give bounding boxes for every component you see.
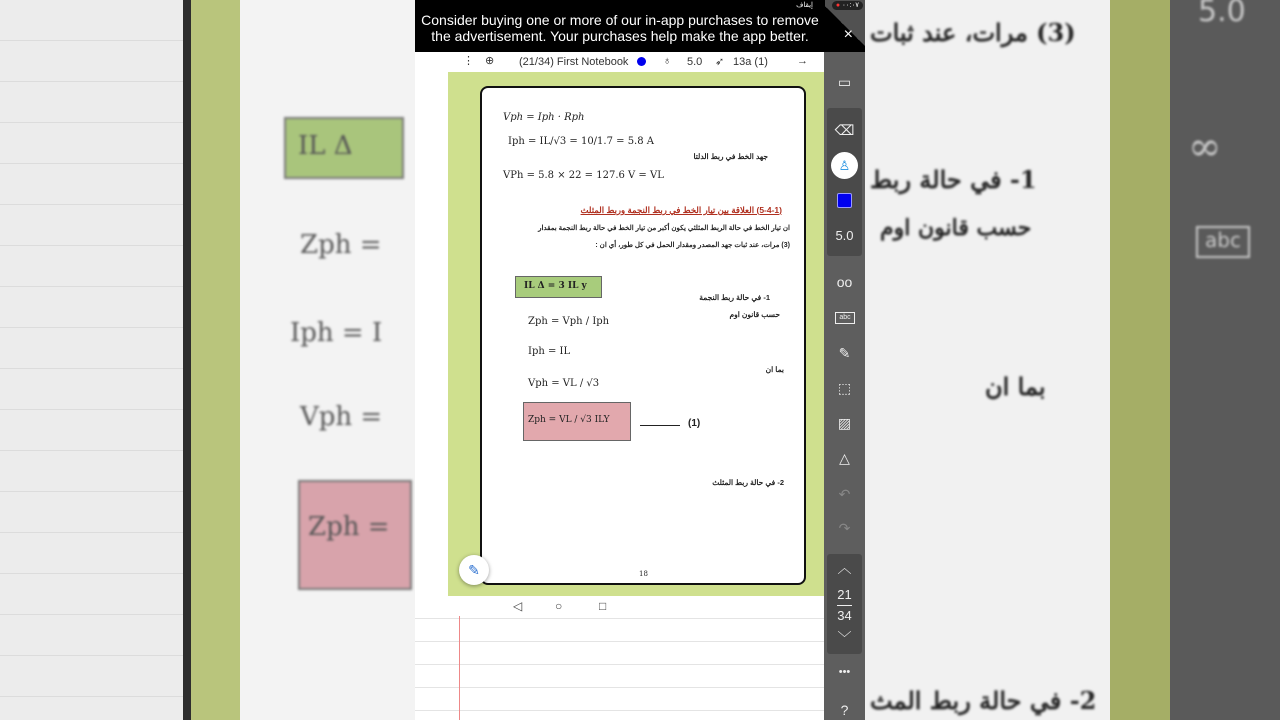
bg-text: IL Δ	[298, 131, 353, 161]
notebook-title[interactable]: (21/34) First Notebook	[519, 56, 629, 68]
bg-text: Iph = I	[290, 318, 383, 348]
nav-home-button[interactable]: ○	[555, 599, 563, 613]
help-icon[interactable]: ?	[840, 702, 849, 718]
note-text: حسب قانون اوم	[729, 310, 780, 319]
background-doc	[240, 0, 415, 720]
notebook-toolbar	[415, 52, 824, 72]
add-page-icon[interactable]: ⊕	[485, 55, 495, 67]
background-sidebar-right	[1170, 0, 1280, 720]
pen-size-value[interactable]: 5.0	[835, 228, 854, 243]
ad-text-line2: the advertisement. Your purchases help make the app better.	[431, 28, 809, 44]
bg-text: بما ان	[985, 372, 1046, 401]
section-heading: (5-4-1) العلاقة بين تيار الخط في ربط النجمة وربط المثلث	[580, 205, 782, 215]
ruler-icon[interactable]: ▭	[837, 74, 852, 90]
equation-number: (1)	[688, 418, 701, 429]
glasses-icon[interactable]: oo	[836, 274, 853, 290]
equation: Iph = IL	[528, 346, 571, 357]
document-page	[480, 86, 806, 585]
bg-text: (3) مرات، عند ثبات	[870, 18, 1076, 47]
margin-line	[459, 616, 460, 720]
page-up-icon[interactable]: ︿	[837, 560, 852, 576]
background-divider	[183, 0, 191, 720]
formula-box: IL Δ = 3 IL y	[515, 276, 602, 298]
recording-time: ٠٠:٠٧	[842, 2, 859, 9]
bg-text: 2- في حالة ربط المث	[870, 686, 1097, 715]
equation: Vph = Iph · Rph	[503, 112, 585, 123]
page-number: 18	[639, 570, 648, 578]
equation: Zph = Vph / Iph	[528, 316, 610, 327]
phone-screen	[415, 0, 865, 720]
ad-text	[415, 12, 825, 44]
tool-sidebar	[824, 52, 865, 720]
ad-close-button[interactable]: ×	[843, 26, 853, 43]
background-doc-right	[865, 0, 1110, 720]
pen-size[interactable]: 5.0	[687, 56, 703, 68]
page-total: 34	[837, 608, 852, 623]
stop-recording-button[interactable]: إيقاف	[796, 2, 813, 9]
fountain-pen-icon[interactable]: ♙	[831, 152, 858, 179]
page-down-icon[interactable]: ﹀	[837, 630, 852, 646]
shapes-icon[interactable]: △	[839, 450, 850, 466]
background-formula-box-2	[298, 480, 412, 590]
bg-abc: abc	[1196, 226, 1250, 258]
nav-recents-button[interactable]: □	[599, 599, 607, 613]
bg-text: 1- في حالة ربط	[870, 165, 1037, 194]
ad-banner[interactable]	[415, 0, 865, 52]
case-heading: 2- في حالة ربط المثلث	[712, 478, 784, 487]
background-formula-box	[284, 117, 404, 179]
more-button[interactable]: •••	[838, 666, 851, 678]
case-heading: 1- في حالة ربط النجمة	[699, 293, 770, 302]
formula-box-result: Zph = VL / √3 ILY	[523, 402, 631, 441]
rocket-icon[interactable]: ➶	[715, 56, 725, 68]
highlighter-icon[interactable]: ✎	[838, 345, 851, 361]
recording-indicator[interactable]: ● ٠٠:٠٧	[832, 1, 863, 10]
bg-text: 5.0	[1198, 0, 1246, 29]
lasso-select-icon[interactable]: ⬚	[837, 380, 852, 396]
notebook-lined-paper	[415, 596, 824, 720]
forward-icon[interactable]: →	[797, 55, 808, 67]
equation: Iph = IL/√3 = 10/1.7 = 5.8 A	[508, 136, 654, 147]
note-text: بما ان	[765, 365, 784, 374]
bg-text: Zph =	[300, 230, 382, 260]
page-label: 13a (1)	[733, 56, 768, 68]
equation: VPh = 5.8 × 22 = 127.6 V = VL	[503, 170, 664, 181]
redo-icon[interactable]: ↷	[838, 520, 851, 536]
bg-text: Zph =	[308, 512, 390, 542]
background-green-right	[1110, 0, 1170, 720]
undo-icon[interactable]: ↶	[838, 486, 851, 502]
bg-glasses-icon: ∞	[1188, 124, 1222, 170]
bg-text: حسب قانون اوم	[880, 215, 1032, 241]
paragraph: (3) مرات، عند ثبات جهد المصدر ومقدار الحمل في كل طور، أي ان :	[595, 242, 790, 249]
equation: Vph = VL / √3	[528, 378, 600, 389]
nav-back-button[interactable]: ◁	[513, 599, 523, 613]
arrow-icon	[640, 425, 680, 426]
paragraph: ان تيار الخط في حالة الربط المثلثي يكون أكبر من تيار الخط في حالة ربط النجمة بمقدار	[538, 225, 790, 232]
ad-text-line1: Consider buying one or more of our in-app purchases to remove	[421, 12, 819, 28]
image-icon[interactable]: ▨	[837, 415, 852, 431]
color-swatch[interactable]	[837, 193, 852, 208]
page-divider	[837, 605, 852, 606]
page-current: 21	[837, 587, 852, 602]
pen-icon[interactable]: ♁	[663, 55, 672, 67]
text-tool-icon[interactable]: abc	[835, 312, 855, 324]
edit-pen-button[interactable]: ✎	[459, 555, 489, 585]
color-dot-icon[interactable]	[637, 57, 646, 66]
menu-icon[interactable]: ⋮	[463, 55, 474, 67]
note-text: جهد الخط في ربط الدلتا	[693, 152, 768, 161]
eraser-icon[interactable]: ⌫	[834, 122, 855, 138]
background-notebook-lines	[0, 0, 183, 720]
bg-text: Vph =	[300, 402, 383, 432]
